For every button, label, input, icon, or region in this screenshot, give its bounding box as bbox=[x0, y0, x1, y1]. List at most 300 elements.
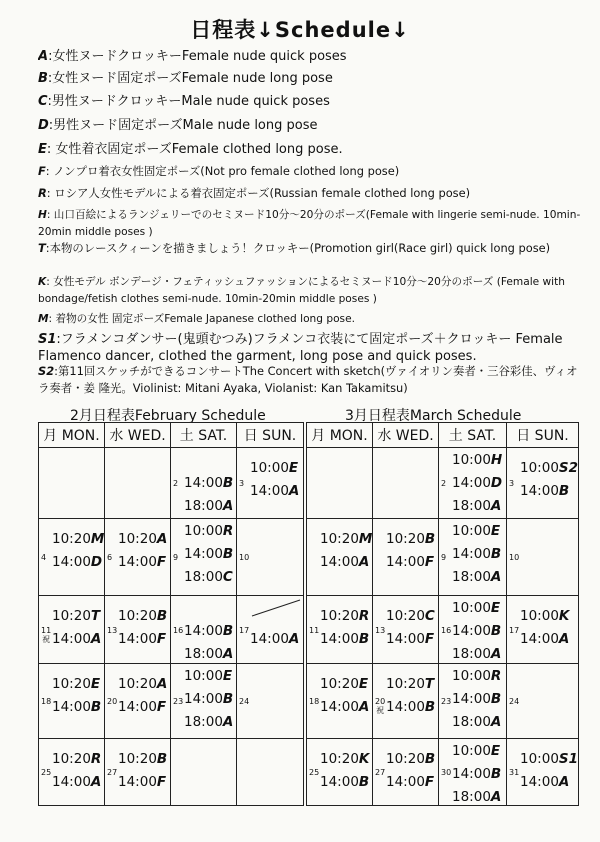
session-slot bbox=[250, 480, 302, 503]
session-code: E bbox=[490, 743, 501, 759]
session-slot bbox=[184, 472, 235, 495]
session-slot bbox=[452, 711, 505, 734]
day-number: 16 bbox=[441, 626, 452, 635]
session-slot bbox=[184, 665, 235, 688]
page-title: 日程表↓Schedule↓ bbox=[190, 18, 410, 42]
day-number: 2 bbox=[173, 479, 179, 488]
day-cell bbox=[237, 519, 304, 596]
day-cell bbox=[507, 596, 579, 664]
week-row bbox=[307, 448, 579, 519]
legend-item-r bbox=[38, 185, 583, 202]
session-code: E bbox=[90, 676, 101, 692]
session-slot bbox=[250, 457, 302, 480]
session-slot bbox=[452, 688, 505, 711]
session-slot bbox=[320, 771, 371, 794]
session-time: 14:00 bbox=[52, 774, 91, 790]
day-cell bbox=[105, 519, 171, 596]
session-slot bbox=[320, 628, 371, 651]
session-time: 14:00 bbox=[320, 699, 359, 715]
strike-line bbox=[250, 598, 302, 618]
legend-code: E bbox=[38, 142, 47, 157]
header-row bbox=[39, 423, 304, 448]
session-slot bbox=[184, 543, 235, 566]
day-number: 10 bbox=[239, 553, 250, 562]
session-time: 10:00 bbox=[520, 751, 559, 767]
session-code: M bbox=[90, 531, 105, 547]
day-cell bbox=[237, 664, 304, 739]
session-code: R bbox=[90, 751, 102, 767]
session-slot bbox=[118, 771, 169, 794]
session-time: 14:00 bbox=[520, 774, 559, 790]
day-cell bbox=[307, 596, 373, 664]
legend-code: B bbox=[38, 71, 48, 86]
session-code: A bbox=[288, 483, 300, 499]
legend-item-d bbox=[38, 117, 583, 134]
session-code: B bbox=[424, 531, 436, 547]
legend-code: R bbox=[38, 186, 47, 200]
session-code: D bbox=[490, 475, 503, 491]
session-slot bbox=[386, 673, 437, 696]
session-code: F bbox=[156, 699, 167, 715]
legend-text: : ノンプロ着衣女性固定ポーズ(Not pro female clothed long pose) bbox=[45, 164, 400, 178]
day-number: 20 祝 bbox=[375, 697, 386, 715]
session-time: 14:00 bbox=[118, 774, 157, 790]
session-slot bbox=[184, 597, 235, 620]
session-slot bbox=[452, 495, 505, 518]
day-cell bbox=[439, 739, 507, 806]
session-slot bbox=[452, 620, 505, 643]
session-time: 14:00 bbox=[184, 691, 223, 707]
week-row bbox=[39, 519, 304, 596]
session-code: K bbox=[558, 608, 570, 624]
session-code: S2 bbox=[558, 460, 579, 476]
session-time: 10:00 bbox=[520, 460, 559, 476]
session-code: T bbox=[90, 608, 101, 624]
week-row bbox=[39, 664, 304, 739]
session-slot bbox=[52, 696, 103, 719]
day-cell bbox=[39, 664, 105, 739]
session-slot bbox=[118, 696, 169, 719]
day-number: 24 bbox=[239, 697, 250, 706]
day-cell bbox=[439, 519, 507, 596]
session-code: A bbox=[490, 498, 502, 514]
session-code: A bbox=[222, 714, 234, 730]
day-number: 9 bbox=[173, 553, 179, 562]
session-time: 14:00 bbox=[250, 631, 289, 647]
week-row bbox=[307, 664, 579, 739]
legend-item-h bbox=[38, 207, 583, 241]
legend-item-c bbox=[38, 93, 583, 110]
session-time: 14:00 bbox=[520, 631, 559, 647]
day-number: 25 bbox=[41, 768, 52, 777]
session-time: 18:00 bbox=[452, 498, 491, 514]
day-number: 24 bbox=[509, 697, 520, 706]
session-slot bbox=[386, 551, 437, 574]
week-row bbox=[307, 519, 579, 596]
day-number: 27 bbox=[107, 768, 118, 777]
session-code: E bbox=[288, 460, 299, 476]
session-time: 14:00 bbox=[52, 554, 91, 570]
session-code: A bbox=[490, 569, 502, 585]
day-number: 20 bbox=[107, 697, 118, 706]
weekday-header: 日 SUN. bbox=[507, 423, 579, 448]
session-time: 14:00 bbox=[184, 546, 223, 562]
session-code: E bbox=[490, 523, 501, 539]
session-slot bbox=[520, 480, 577, 503]
march-title: 3月日程表March Schedule bbox=[345, 408, 522, 424]
session-time: 18:00 bbox=[452, 789, 491, 805]
session-time: 18:00 bbox=[184, 498, 223, 514]
legend-code: A bbox=[38, 49, 49, 64]
session-time: 10:00 bbox=[184, 523, 223, 539]
session-slot bbox=[184, 620, 235, 643]
session-time: 10:20 bbox=[386, 608, 425, 624]
session-time: 10:20 bbox=[52, 676, 91, 692]
session-code: R bbox=[490, 668, 502, 684]
legend-code: T bbox=[38, 241, 46, 255]
session-time: 10:00 bbox=[250, 460, 289, 476]
session-slot bbox=[520, 628, 577, 651]
session-code: A bbox=[222, 498, 234, 514]
session-code: B bbox=[490, 623, 502, 639]
week-row bbox=[39, 596, 304, 664]
session-time: 10:00 bbox=[452, 452, 491, 468]
session-code: K bbox=[358, 751, 370, 767]
session-slot bbox=[452, 740, 505, 763]
session-slot bbox=[520, 605, 577, 628]
session-code: F bbox=[156, 774, 167, 790]
session-time: 10:20 bbox=[118, 531, 157, 547]
session-time: 18:00 bbox=[184, 714, 223, 730]
session-code: A bbox=[358, 554, 370, 570]
session-time: 14:00 bbox=[386, 699, 425, 715]
session-code: B bbox=[490, 766, 502, 782]
session-time: 10:20 bbox=[118, 608, 157, 624]
weekday-header: 土 SAT. bbox=[171, 423, 237, 448]
week-row bbox=[307, 739, 579, 806]
session-code: M bbox=[358, 531, 373, 547]
session-code: A bbox=[90, 774, 102, 790]
day-cell bbox=[171, 664, 237, 739]
day-number: 3 bbox=[509, 479, 515, 488]
day-cell bbox=[39, 596, 105, 664]
session-time: 18:00 bbox=[452, 714, 491, 730]
session-code: R bbox=[222, 523, 234, 539]
session-slot bbox=[52, 551, 103, 574]
day-cell bbox=[105, 448, 171, 519]
day-cell bbox=[237, 596, 304, 664]
legend-item-e bbox=[38, 141, 583, 158]
legend-text: : 女性着衣固定ポーズFemale clothed long pose. bbox=[46, 142, 343, 157]
session-time: 18:00 bbox=[452, 646, 491, 662]
day-number: 17 bbox=[509, 626, 520, 635]
session-slot bbox=[184, 711, 235, 734]
day-cell bbox=[171, 596, 237, 664]
session-time: 10:20 bbox=[118, 751, 157, 767]
session-time: 14:00 bbox=[386, 774, 425, 790]
session-slot bbox=[320, 551, 371, 574]
day-cell bbox=[373, 448, 439, 519]
legend-code: S1 bbox=[38, 332, 57, 347]
day-number: 30 bbox=[441, 768, 452, 777]
week-row bbox=[307, 596, 579, 664]
session-slot bbox=[452, 566, 505, 589]
march-calendar bbox=[306, 422, 579, 806]
session-time: 10:20 bbox=[320, 676, 359, 692]
session-time: 14:00 bbox=[452, 766, 491, 782]
day-cell bbox=[105, 664, 171, 739]
session-time: 18:00 bbox=[184, 569, 223, 585]
session-time: 14:00 bbox=[320, 631, 359, 647]
session-slot bbox=[452, 449, 505, 472]
session-time: 14:00 bbox=[52, 631, 91, 647]
day-cell bbox=[373, 739, 439, 806]
legend-text: :男性ヌード固定ポーズMale nude long pose bbox=[48, 118, 318, 133]
day-number: 3 bbox=[239, 479, 245, 488]
weekday-header: 日 SUN. bbox=[237, 423, 304, 448]
session-time: 14:00 bbox=[184, 623, 223, 639]
session-time: 10:20 bbox=[320, 531, 359, 547]
day-cell bbox=[171, 519, 237, 596]
session-slot bbox=[520, 748, 577, 771]
session-time: 14:00 bbox=[118, 699, 157, 715]
legend-code: M bbox=[38, 313, 49, 325]
day-cell bbox=[439, 664, 507, 739]
session-time: 10:00 bbox=[452, 523, 491, 539]
day-cell bbox=[307, 448, 373, 519]
session-slot bbox=[386, 748, 437, 771]
session-code: A bbox=[358, 699, 370, 715]
legend-item-a bbox=[38, 48, 583, 65]
session-slot bbox=[520, 771, 577, 794]
week-row bbox=[39, 739, 304, 806]
session-time: 10:20 bbox=[386, 531, 425, 547]
day-cell bbox=[39, 519, 105, 596]
session-code: R bbox=[358, 608, 370, 624]
session-slot bbox=[184, 566, 235, 589]
header-row bbox=[307, 423, 579, 448]
session-time: 14:00 bbox=[452, 546, 491, 562]
session-time: 14:00 bbox=[320, 554, 359, 570]
session-code: F bbox=[156, 631, 167, 647]
legend-text: :本物のレースクィーンを描きましょう！クロッキー(Promotion girl(Race girl) quick long pose) bbox=[45, 241, 551, 255]
day-cell bbox=[507, 739, 579, 806]
february-calendar bbox=[38, 422, 304, 806]
session-code: F bbox=[156, 554, 167, 570]
legend-text: : 女性モデル ボンデージ・フェティッシュファッションによるセミヌード10分～20分のポーズ (Female with bondage/fetish clothes semi-nude. 10min-20min middle poses ) bbox=[38, 276, 565, 305]
legend-item-s1 bbox=[38, 331, 583, 365]
weekday-header: 月 MON. bbox=[307, 423, 373, 448]
session-time: 10:00 bbox=[184, 668, 223, 684]
session-code: F bbox=[424, 774, 435, 790]
session-slot bbox=[452, 597, 505, 620]
session-code: B bbox=[558, 483, 570, 499]
session-slot bbox=[320, 605, 371, 628]
session-code: A bbox=[156, 676, 168, 692]
session-slot bbox=[320, 748, 371, 771]
day-number: 6 bbox=[107, 553, 113, 562]
day-cell bbox=[237, 739, 304, 806]
session-code: S1 bbox=[558, 751, 579, 767]
day-number: 18 bbox=[41, 697, 52, 706]
session-time: 10:00 bbox=[452, 600, 491, 616]
session-time: 14:00 bbox=[118, 631, 157, 647]
session-code: E bbox=[490, 600, 501, 616]
session-code: D bbox=[90, 554, 103, 570]
session-slot bbox=[184, 520, 235, 543]
session-time: 14:00 bbox=[386, 631, 425, 647]
day-number: 2 bbox=[441, 479, 447, 488]
session-time: 10:20 bbox=[320, 751, 359, 767]
session-code: B bbox=[156, 751, 168, 767]
session-slot bbox=[52, 628, 103, 651]
day-cell bbox=[39, 448, 105, 519]
session-time: 18:00 bbox=[184, 646, 223, 662]
day-number: 17 bbox=[239, 626, 250, 635]
session-slot bbox=[52, 771, 103, 794]
day-number: 16 bbox=[173, 626, 184, 635]
day-cell bbox=[307, 739, 373, 806]
legend-text: : ロシア人女性モデルによる着衣固定ポーズ(Russian female clothed long pose) bbox=[46, 186, 471, 200]
day-cell bbox=[373, 596, 439, 664]
session-slot bbox=[386, 605, 437, 628]
legend-code: D bbox=[38, 118, 49, 133]
session-time: 10:20 bbox=[320, 608, 359, 624]
session-time: 14:00 bbox=[250, 483, 289, 499]
session-slot bbox=[386, 528, 437, 551]
session-time: 14:00 bbox=[452, 691, 491, 707]
session-code: E bbox=[222, 668, 233, 684]
session-time: 14:00 bbox=[118, 554, 157, 570]
session-code: T bbox=[424, 676, 435, 692]
legend-text: :第11回スケッチができるコンサートThe Concert with sketch(ヴァイオリン奏者・三谷彩佳、ヴィオラ奏者・姜 隆光。Violinist: Mitani Ayaka, Violanist: Kan Takamitsu) bbox=[38, 364, 578, 395]
session-slot bbox=[452, 786, 505, 809]
day-cell bbox=[507, 664, 579, 739]
session-code: A bbox=[490, 789, 502, 805]
legend-item-b bbox=[38, 70, 583, 87]
session-time: 14:00 bbox=[386, 554, 425, 570]
day-number: 13 bbox=[107, 626, 118, 635]
weekday-header: 水 WED. bbox=[105, 423, 171, 448]
session-slot bbox=[184, 495, 235, 518]
day-number: 25 bbox=[309, 768, 320, 777]
session-time: 10:20 bbox=[52, 531, 91, 547]
day-cell bbox=[39, 739, 105, 806]
session-time: 10:20 bbox=[118, 676, 157, 692]
day-cell bbox=[439, 448, 507, 519]
legend-code: K bbox=[38, 276, 47, 288]
legend-text: :男性ヌードクロッキーMale nude quick poses bbox=[47, 94, 330, 109]
legend-item-k bbox=[38, 274, 583, 308]
day-cell bbox=[307, 664, 373, 739]
day-number: 9 bbox=[441, 553, 447, 562]
day-number: 23 bbox=[173, 697, 184, 706]
session-slot bbox=[118, 605, 169, 628]
day-cell bbox=[307, 519, 373, 596]
legend-item-t bbox=[38, 240, 583, 257]
weekday-header: 土 SAT. bbox=[439, 423, 507, 448]
session-code: B bbox=[358, 774, 370, 790]
session-slot bbox=[452, 665, 505, 688]
session-time: 14:00 bbox=[520, 483, 559, 499]
session-code: B bbox=[490, 546, 502, 562]
session-slot bbox=[452, 543, 505, 566]
session-slot bbox=[184, 449, 235, 472]
day-number: 18 bbox=[309, 697, 320, 706]
week-row bbox=[39, 448, 304, 519]
session-code: B bbox=[156, 608, 168, 624]
day-cell bbox=[439, 596, 507, 664]
day-cell bbox=[373, 664, 439, 739]
session-time: 14:00 bbox=[452, 475, 491, 491]
session-slot bbox=[118, 673, 169, 696]
legend-item-f bbox=[38, 163, 583, 180]
weekday-header: 月 MON. bbox=[39, 423, 105, 448]
session-slot bbox=[320, 528, 371, 551]
session-slot bbox=[118, 748, 169, 771]
day-cell bbox=[171, 448, 237, 519]
session-slot bbox=[52, 748, 103, 771]
legend-code: C bbox=[38, 94, 48, 109]
day-number: 10 bbox=[509, 553, 520, 562]
session-slot bbox=[250, 628, 302, 651]
session-slot bbox=[386, 696, 437, 719]
day-number: 27 bbox=[375, 768, 386, 777]
session-slot bbox=[118, 551, 169, 574]
day-cell bbox=[507, 519, 579, 596]
session-code: A bbox=[90, 631, 102, 647]
legend-text: : 山口百絵によるランジェリーでのセミヌード10分～20分のポーズ(Female with lingerie semi-nude. 10min-20min middle poses ) bbox=[38, 209, 581, 238]
session-slot bbox=[52, 528, 103, 551]
session-slot bbox=[52, 673, 103, 696]
legend-item-s2 bbox=[38, 363, 583, 397]
session-time: 10:00 bbox=[520, 608, 559, 624]
session-code: A bbox=[490, 714, 502, 730]
session-slot bbox=[520, 457, 577, 480]
session-code: H bbox=[490, 452, 503, 468]
legend-code: F bbox=[38, 164, 46, 178]
session-code: A bbox=[156, 531, 168, 547]
session-slot bbox=[118, 528, 169, 551]
session-time: 10:20 bbox=[386, 676, 425, 692]
session-code: C bbox=[222, 569, 233, 585]
session-time: 10:20 bbox=[386, 751, 425, 767]
legend-text: :女性ヌードクロッキーFemale nude quick poses bbox=[48, 49, 347, 64]
day-cell bbox=[237, 448, 304, 519]
day-cell bbox=[171, 739, 237, 806]
february-title: 2月日程表February Schedule bbox=[70, 408, 266, 424]
day-cell bbox=[373, 519, 439, 596]
session-code: B bbox=[90, 699, 102, 715]
session-code: A bbox=[222, 646, 234, 662]
legend-text: :女性ヌード固定ポーズFemale nude long pose bbox=[47, 71, 333, 86]
session-time: 10:20 bbox=[52, 751, 91, 767]
session-code: E bbox=[358, 676, 369, 692]
day-number: 11 祝 bbox=[41, 626, 52, 644]
day-cell bbox=[105, 739, 171, 806]
session-time: 14:00 bbox=[452, 623, 491, 639]
day-number: 31 bbox=[509, 768, 520, 777]
session-slot bbox=[386, 771, 437, 794]
day-cell bbox=[105, 596, 171, 664]
session-code: B bbox=[490, 691, 502, 707]
session-slot bbox=[320, 673, 371, 696]
session-time: 10:00 bbox=[452, 668, 491, 684]
session-slot bbox=[52, 605, 103, 628]
session-slot bbox=[118, 628, 169, 651]
session-code: F bbox=[424, 554, 435, 570]
day-number: 23 bbox=[441, 697, 452, 706]
